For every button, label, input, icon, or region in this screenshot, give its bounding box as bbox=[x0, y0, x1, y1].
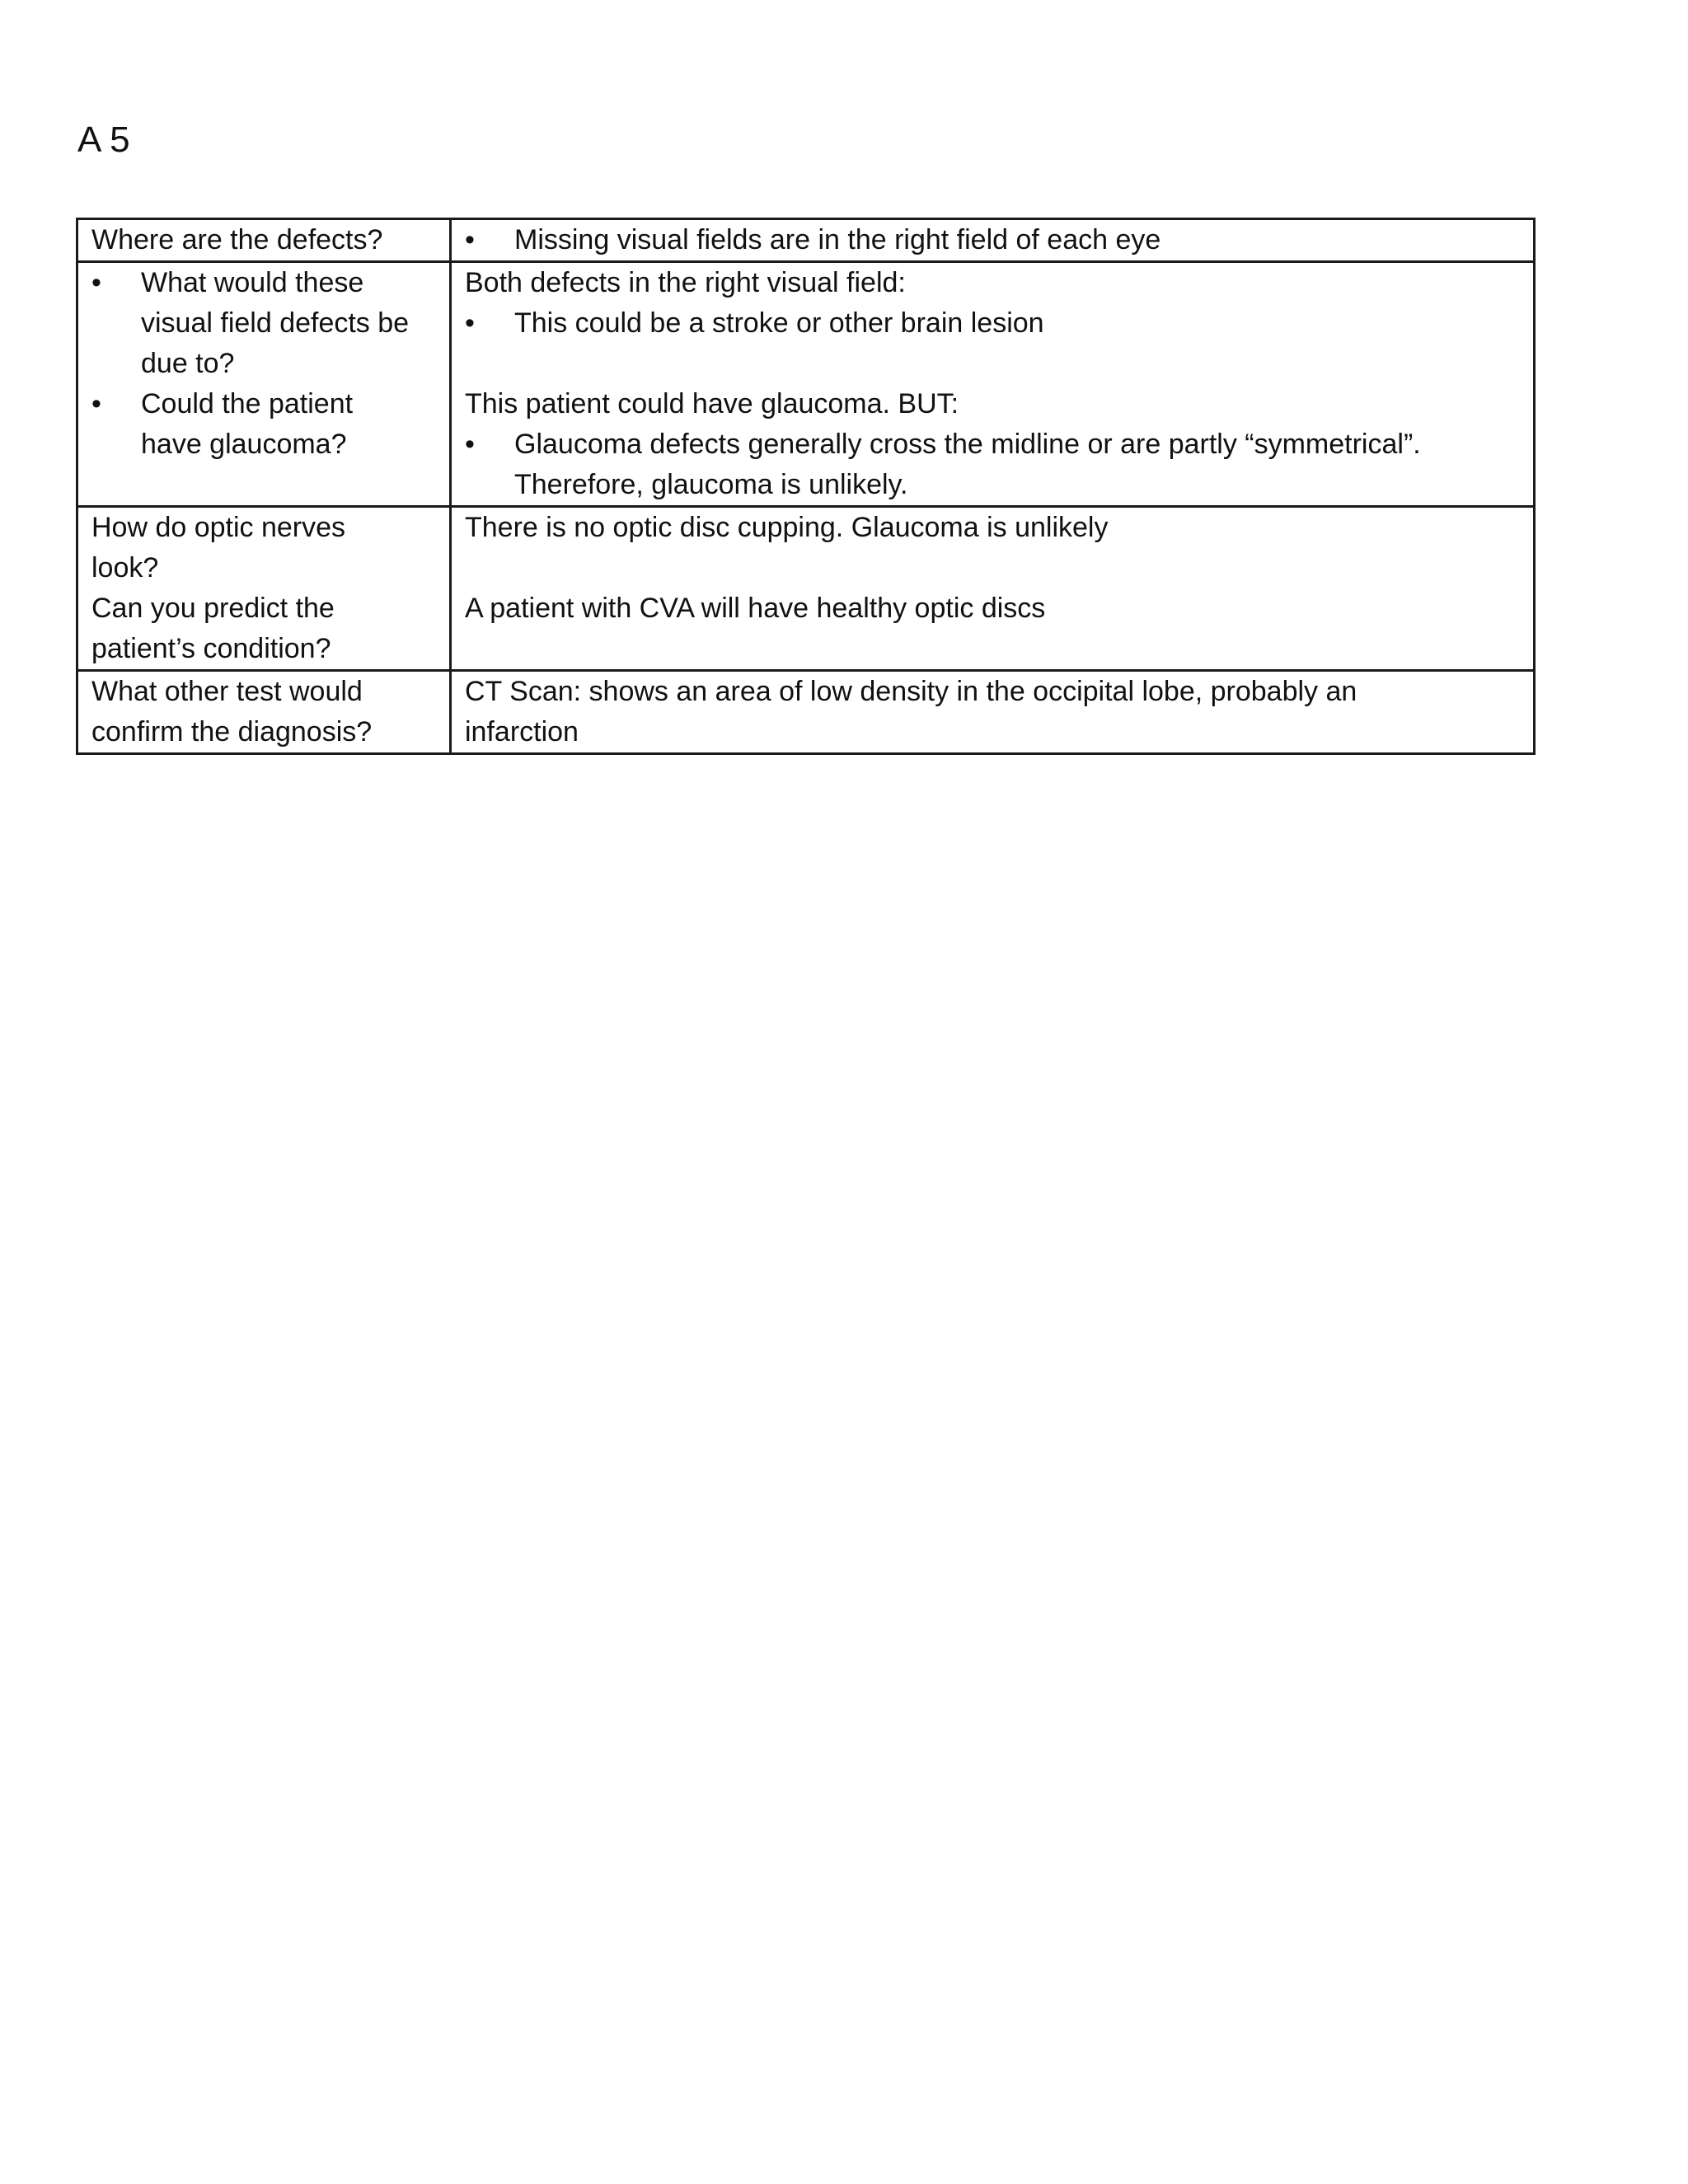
question-text: Can you predict the bbox=[91, 593, 335, 624]
bullet-icon: • bbox=[465, 224, 475, 255]
answer-bullet-item bbox=[465, 424, 1522, 505]
question-cell bbox=[77, 219, 451, 262]
answer-text: infarction bbox=[465, 716, 579, 748]
answer-bullet-item bbox=[465, 303, 1522, 344]
bullet-icon: • bbox=[91, 267, 101, 298]
question-bullet-item bbox=[91, 384, 438, 465]
question-text: What would these bbox=[141, 267, 364, 298]
question-text: due to? bbox=[141, 348, 235, 379]
question-text: have glaucoma? bbox=[141, 429, 347, 460]
table-row bbox=[77, 507, 1535, 671]
answer-text: This could be a stroke or other brain lesion bbox=[514, 307, 1044, 339]
answer-text: This patient could have glaucoma. BUT: bbox=[465, 388, 959, 419]
bullet-icon: • bbox=[465, 429, 475, 460]
answer-text: Both defects in the right visual field: bbox=[465, 267, 906, 298]
table-row bbox=[77, 219, 1535, 262]
answer-cell bbox=[451, 507, 1535, 671]
table-row bbox=[77, 671, 1535, 754]
answer-text: Therefore, glaucoma is unlikely. bbox=[514, 469, 908, 500]
question-text: What other test would bbox=[91, 676, 363, 707]
question-text: visual field defects be bbox=[141, 307, 410, 339]
answer-text: CT Scan: shows an area of low density in the occipital lobe, probably an bbox=[465, 676, 1357, 707]
answer-text: A patient with CVA will have healthy optic discs bbox=[465, 593, 1046, 624]
bullet-icon: • bbox=[465, 307, 475, 339]
answer-text: Glaucoma defects generally cross the midline or are partly “symmetrical”. bbox=[514, 429, 1421, 460]
question-text: How do optic nerves bbox=[91, 512, 346, 543]
question-text: patient’s condition? bbox=[91, 633, 331, 664]
answer-bullet-item bbox=[465, 220, 1522, 260]
answer-cell bbox=[451, 219, 1535, 262]
bullet-icon: • bbox=[91, 388, 101, 419]
question-bullet-item bbox=[91, 263, 438, 384]
question-text: look? bbox=[91, 552, 159, 583]
question-cell bbox=[77, 262, 451, 507]
question-cell bbox=[77, 671, 451, 754]
question-cell bbox=[77, 507, 451, 671]
question-text: confirm the diagnosis? bbox=[91, 716, 373, 748]
question-answer-table bbox=[76, 218, 1536, 755]
answer-cell bbox=[451, 262, 1535, 507]
question-text: Where are the defects? bbox=[91, 224, 383, 255]
answer-text: There is no optic disc cupping. Glaucoma is unlikely bbox=[465, 512, 1109, 543]
question-text: Could the patient bbox=[141, 388, 354, 419]
answer-cell bbox=[451, 671, 1535, 754]
table-row bbox=[77, 262, 1535, 507]
answer-text: Missing visual fields are in the right field of each eye bbox=[514, 224, 1161, 255]
section-heading: A 5 bbox=[77, 120, 130, 160]
